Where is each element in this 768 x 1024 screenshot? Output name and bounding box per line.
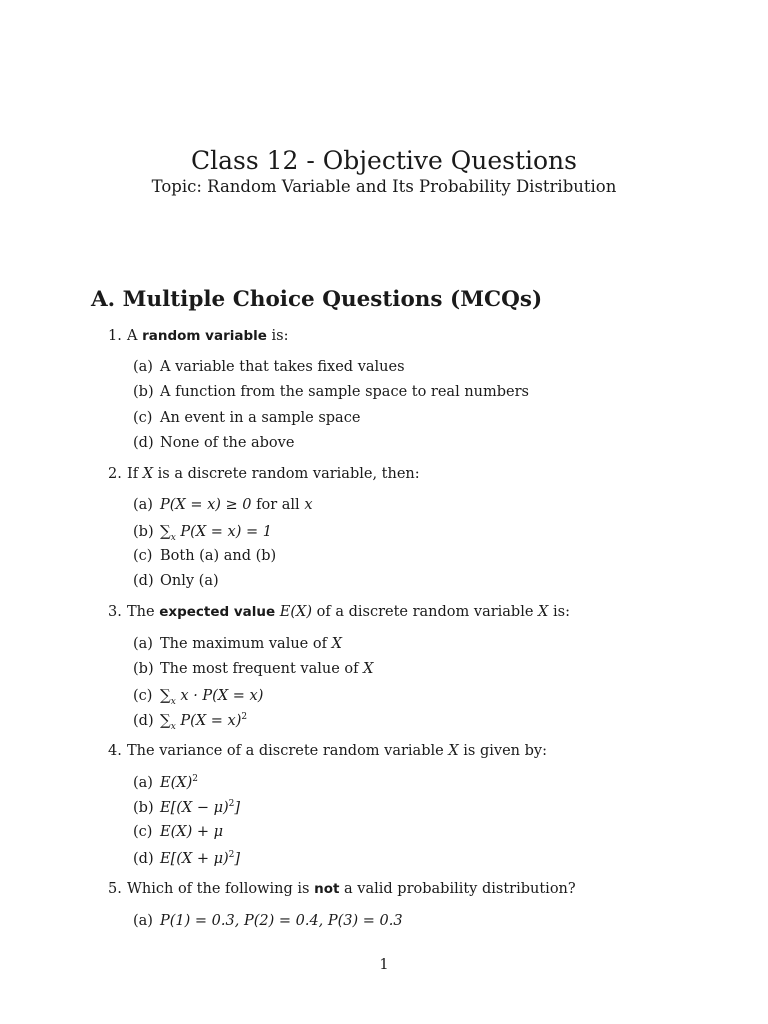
math-expression: E(X) + μ: [160, 824, 224, 840]
question-number: 2.: [108, 466, 122, 482]
option-1d: [133, 435, 294, 451]
math-expression: P(X = x) = 1: [180, 524, 272, 540]
question-text: is a discrete random variable, then:: [153, 466, 420, 482]
option-2a: [133, 497, 313, 513]
option-label: (b): [133, 661, 154, 677]
math-expression-close: ]: [234, 800, 241, 816]
math-expression: E(X): [160, 775, 193, 791]
exponent: 2: [228, 799, 235, 809]
question-text: is:: [548, 604, 570, 620]
option-3d: [133, 711, 247, 732]
option-text: for all: [251, 497, 305, 513]
option-text: An event in a sample space: [160, 410, 361, 426]
option-1a: [133, 359, 405, 375]
option-1c: [133, 410, 360, 426]
summation-symbol: ∑: [160, 711, 171, 729]
option-label: (d): [133, 573, 154, 589]
page-number: 1: [379, 957, 389, 973]
math-variable: x: [304, 497, 313, 513]
option-label: (b): [133, 524, 154, 540]
question-text: is given by:: [458, 743, 547, 759]
option-text: The maximum value of: [160, 636, 332, 652]
question-number: 5.: [108, 881, 122, 897]
question-text: Which of the following is: [127, 881, 315, 897]
question-text: The variance of a discrete random variable: [127, 743, 449, 759]
option-label: (d): [133, 851, 154, 867]
option-label: (c): [133, 688, 153, 704]
math-expression: P(X = x) ≥ 0: [160, 497, 252, 513]
page-subtitle: Topic: Random Variable and Its Probability Distribution: [151, 177, 617, 196]
question-4: [108, 743, 547, 759]
math-variable: X: [142, 466, 154, 482]
option-4c: [133, 824, 223, 840]
option-5a: [133, 913, 403, 929]
option-3c: [133, 686, 263, 707]
option-text: None of the above: [160, 435, 295, 451]
math-variable: X: [363, 661, 374, 677]
question-text: of a discrete random variable: [312, 604, 539, 620]
question-3: [108, 604, 570, 620]
option-3a: [133, 636, 342, 652]
question-bold-term: expected value: [159, 604, 276, 620]
question-bold-term: random variable: [142, 328, 267, 344]
option-label: (d): [133, 713, 154, 729]
option-label: (c): [133, 824, 153, 840]
option-text: Only (a): [160, 573, 219, 589]
math-variable: X: [448, 743, 459, 759]
option-4d: [133, 850, 240, 867]
option-label: (b): [133, 384, 154, 400]
exponent: 2: [241, 712, 248, 722]
question-1: [108, 328, 289, 344]
option-2b: [133, 522, 272, 543]
summation-index: x: [170, 697, 176, 707]
question-text: is:: [266, 328, 289, 344]
option-3b: [133, 661, 373, 677]
question-number: 3.: [108, 604, 122, 620]
math-expression: E(X): [279, 604, 313, 620]
math-expression: E[(X − μ): [160, 800, 229, 816]
summation-index: x: [170, 533, 176, 543]
option-text: The most frequent value of: [160, 661, 364, 677]
option-4b: [133, 799, 240, 816]
question-2: [108, 466, 420, 482]
question-number: 1.: [108, 328, 122, 344]
option-2d: [133, 573, 219, 589]
math-expression-close: ]: [234, 851, 241, 867]
question-number: 4.: [108, 743, 122, 759]
math-variable: X: [331, 636, 342, 652]
option-2c: [133, 548, 276, 564]
question-text: The: [127, 604, 160, 620]
question-text: A: [127, 328, 143, 344]
option-text: A variable that takes fixed values: [160, 359, 405, 375]
question-text: a valid probability distribution?: [339, 881, 576, 897]
option-4a: [133, 774, 198, 791]
exponent: 2: [192, 774, 198, 784]
option-label: (a): [133, 497, 153, 513]
option-text: A function from the sample space to real numbers: [160, 384, 529, 400]
question-5: [108, 881, 576, 897]
option-label: (c): [133, 548, 153, 564]
math-expression: P(X = x): [180, 713, 242, 729]
option-label: (b): [133, 800, 154, 816]
math-expression: x · P(X = x): [180, 688, 264, 704]
option-label: (d): [133, 435, 154, 451]
section-heading: A. Multiple Choice Questions (MCQs): [91, 287, 543, 312]
math-variable: X: [538, 604, 549, 620]
summation-index: x: [170, 722, 176, 732]
summation-symbol: ∑: [160, 522, 171, 540]
option-text: Both (a) and (b): [160, 548, 277, 564]
option-label: (a): [133, 359, 153, 375]
question-text: If: [127, 466, 143, 482]
option-label: (c): [133, 410, 153, 426]
option-label: (a): [133, 636, 153, 652]
summation-symbol: ∑: [160, 686, 171, 704]
page-title: Class 12 - Objective Questions: [191, 146, 577, 175]
math-expression: P(1) = 0.3, P(2) = 0.4, P(3) = 0.3: [160, 913, 403, 929]
option-label: (a): [133, 775, 153, 791]
math-expression: E[(X + μ): [160, 851, 229, 867]
option-label: (a): [133, 913, 153, 929]
exponent: 2: [228, 850, 235, 860]
option-1b: [133, 384, 529, 400]
question-bold-term: not: [314, 881, 340, 897]
